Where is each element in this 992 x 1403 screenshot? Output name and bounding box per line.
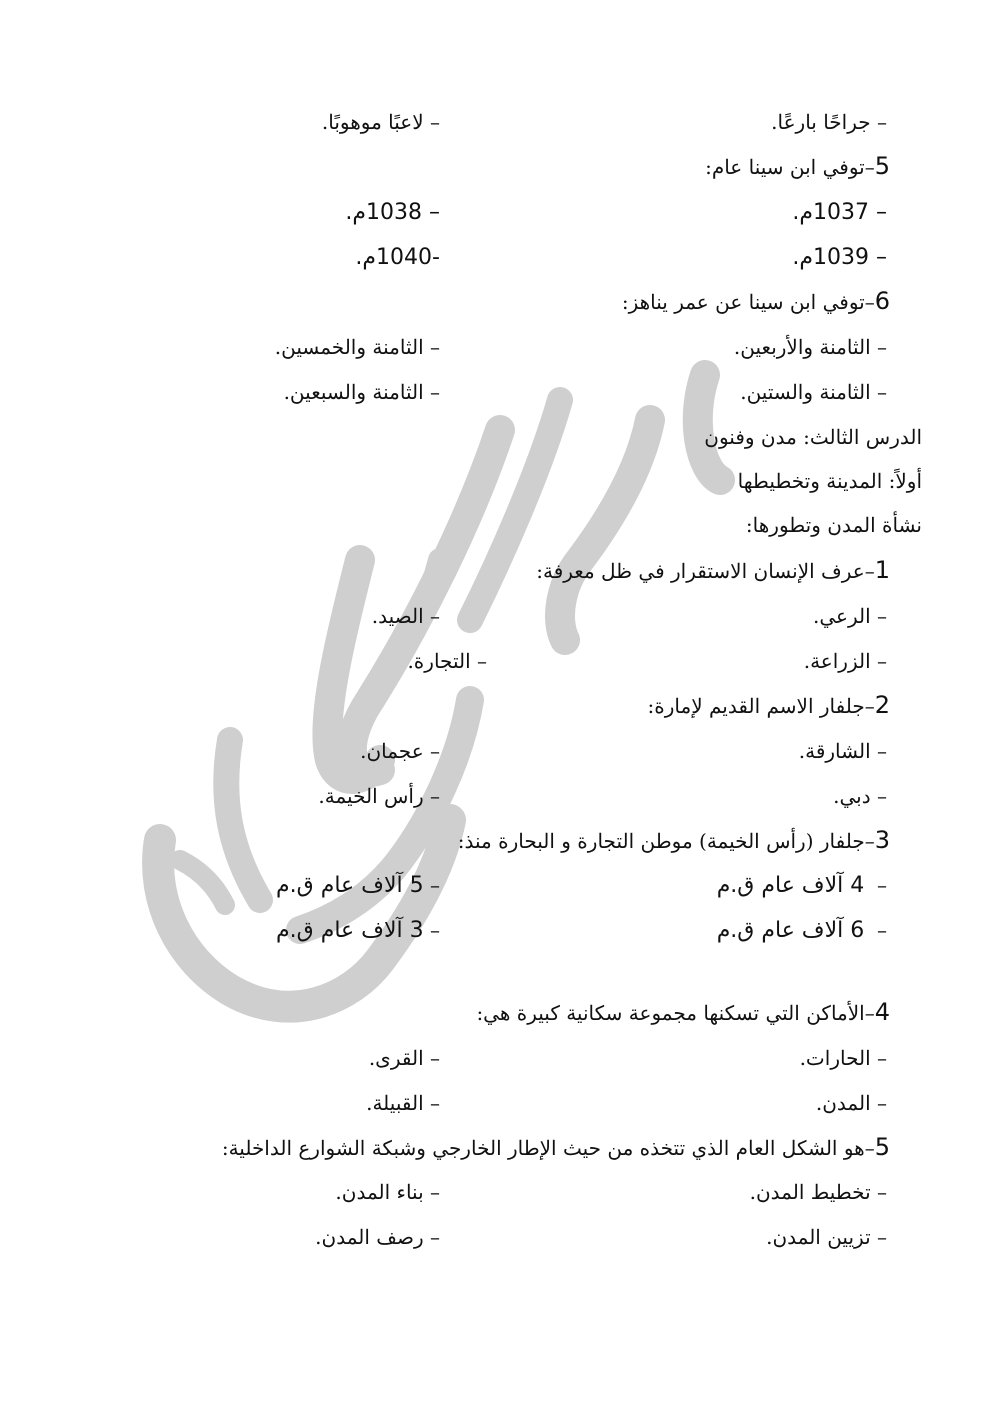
option-text: – القبيلة. (366, 1091, 440, 1115)
option-text: – 1039م. (792, 245, 887, 270)
question-text: –عرف الإنسان الاستقرار في ظل معرفة: (536, 559, 875, 583)
option-text: – الثامنة والسبعين. (283, 380, 440, 404)
question-text: –جلفار الاسم القديم لإمارة: (647, 694, 875, 718)
option-text: – بناء المدن. (335, 1180, 440, 1204)
question-text: –هو الشكل العام الذي تتخذه من حيث الإطار الخارجي وشبكة الشوارع الداخلية: (221, 1136, 875, 1160)
option-text: – الثامنة والأربعين. (733, 335, 887, 359)
question-6-age (622, 287, 890, 316)
lesson-question-4 (476, 998, 890, 1027)
question-number: 5 (874, 1133, 890, 1161)
option-text: – الثامنة والستين. (740, 380, 887, 404)
option-text: – رصف المدن. (315, 1225, 440, 1249)
option-text: – الصيد. (371, 604, 440, 628)
question-number: 3 (874, 826, 890, 854)
question-text: –جلفار (رأس الخيمة) موطن التجارة و البحارة منذ: (457, 829, 875, 853)
question-number: 2 (874, 691, 890, 719)
option-text: – الشارقة. (798, 739, 887, 763)
question-number: 5 (874, 152, 890, 180)
question-5-death-year (705, 152, 890, 181)
lesson-question-3 (458, 826, 890, 855)
question-number: 6 (874, 287, 890, 315)
option-text: – 4 آلاف عام ق.م (716, 873, 887, 898)
option-text: – القرى. (368, 1046, 440, 1070)
option-text: – عجمان. (360, 739, 440, 763)
option-text: – 1038م. (345, 200, 440, 225)
question-text: –توفي ابن سينا عن عمر يناهز: (621, 290, 875, 314)
option-text: – جراحًا بارعًا. (771, 110, 887, 134)
lesson-title: الدرس الثالث: مدن وفنون (704, 425, 922, 449)
option-text: – المدن. (815, 1091, 887, 1115)
option-text: – تزيين المدن. (766, 1225, 887, 1249)
option-text: – لاعبًا موهوبًا. (321, 110, 440, 134)
option-text: – تخطيط المدن. (749, 1180, 887, 1204)
option-text: – الثامنة والخمسين. (274, 335, 440, 359)
lesson-question-5 (222, 1133, 890, 1162)
option-text: – التجارة. (407, 649, 487, 673)
question-text: –الأماكن التي تسكنها مجموعة سكانية كبيرة هي: (476, 1001, 875, 1025)
option-text: – الحارات. (799, 1046, 887, 1070)
section-title: أولاً: المدينة وتخطيطها (737, 469, 922, 493)
option-text: – الزراعة. (803, 649, 887, 673)
question-number: 1 (874, 556, 890, 584)
option-text: – الرعي. (812, 604, 887, 628)
lesson-question-1 (536, 556, 890, 585)
option-text: – 1037م. (792, 200, 887, 225)
question-number: 4 (874, 998, 890, 1026)
lesson-question-2 (648, 691, 890, 720)
subsection-title: نشأة المدن وتطورها: (745, 513, 922, 537)
option-text: – 5 آلاف عام ق.م (276, 873, 440, 898)
option-text: – رأس الخيمة. (318, 784, 440, 808)
option-text: – 6 آلاف عام ق.م (716, 918, 887, 943)
question-text: –توفي ابن سينا عام: (705, 155, 875, 179)
option-text: -1040م. (355, 245, 440, 270)
option-text: – دبي. (833, 784, 887, 808)
option-text: – 3 آلاف عام ق.م (276, 918, 440, 943)
